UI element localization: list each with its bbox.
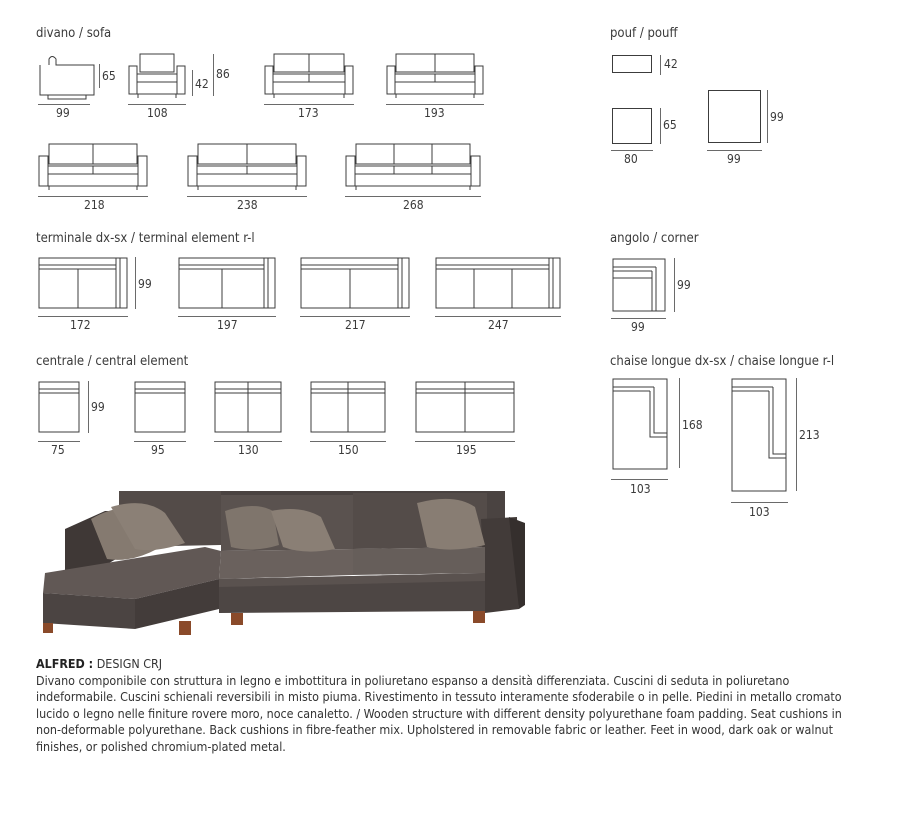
dim-central-130: 130 <box>238 443 259 457</box>
sofa-side-view-drawing <box>38 55 98 103</box>
terminal-197-drawing <box>178 257 276 309</box>
terminal-247-drawing <box>435 257 561 309</box>
dim-sofa-238: 238 <box>237 198 258 212</box>
product-name: ALFRED : <box>36 656 94 671</box>
product-description <box>36 656 866 755</box>
heading-pouf: pouf / pouff <box>610 26 678 41</box>
heading-terminal: terminale dx-sx / terminal element r-l <box>36 231 255 246</box>
central-75-drawing <box>38 381 80 433</box>
dim-terminal-197: 197 <box>217 318 238 332</box>
dim-sofa-108: 108 <box>147 106 168 120</box>
pouf-99-drawing <box>708 90 761 143</box>
dim-central-95: 95 <box>151 443 165 457</box>
dim-central-150: 150 <box>338 443 359 457</box>
central-150-drawing <box>310 381 386 433</box>
armchair-front-drawing <box>128 52 186 100</box>
dim-central-195: 195 <box>456 443 477 457</box>
product-designer: DESIGN CRJ <box>96 656 163 671</box>
dim-pouf-80: 80 <box>624 152 638 166</box>
dim-terminal-247: 247 <box>488 318 509 332</box>
dim-terminal-height: 99 <box>138 277 152 291</box>
product-description-text: Divano componibile con struttura in legno e imbottitura in poliuretano espanso a densità differenziata. Cuscini di seduta in poliuretano indeformabile. Cuscini schienali reversibili in misto piuma. Rivestimento in tessuto interamente sfoderabile o in pelle. Piedini in metallo cromato lucido o legno nelle finiture rovere moro, noce canaletto. / Wooden structure with different density polyurethane foam padding. Seat cushions in non-deformable polyurethane. Back cushions in fibre-feather mix. Upholstered in removable fabric or leather. Feet in wood, dark oak or walnut finishes, or polished chromium-plated metal. <box>36 672 842 754</box>
dim-pouf-height-42: 42 <box>664 57 678 71</box>
central-130-drawing <box>214 381 282 433</box>
dim-armchair-total-height: 86 <box>216 67 230 81</box>
sofa-173-drawing <box>264 52 354 100</box>
dim-sofa-268: 268 <box>403 198 424 212</box>
dim-corner-99: 99 <box>631 320 645 334</box>
product-photo <box>35 489 525 641</box>
pouf-side-drawing <box>612 55 652 73</box>
heading-corner: angolo / corner <box>610 231 699 246</box>
sofa-193-drawing <box>386 52 484 100</box>
dim-pouf-99: 99 <box>727 152 741 166</box>
sofa-238-drawing <box>187 142 307 192</box>
central-195-drawing <box>415 381 515 433</box>
central-95-drawing <box>134 381 186 433</box>
dim-chaise-103-a: 103 <box>630 482 651 496</box>
sofa-218-drawing <box>38 142 148 192</box>
pouf-80-drawing <box>612 108 652 144</box>
dim-sofa-218: 218 <box>84 198 105 212</box>
corner-drawing <box>612 258 666 312</box>
dim-sofa-193: 193 <box>424 106 445 120</box>
dim-sofa-side-height: 65 <box>102 69 116 83</box>
dim-terminal-172: 172 <box>70 318 91 332</box>
dim-sofa-99: 99 <box>56 106 70 120</box>
dim-pouf-height-65: 65 <box>663 118 677 132</box>
dim-chaise-103-b: 103 <box>749 505 770 519</box>
dim-central-75: 75 <box>51 443 65 457</box>
heading-sofa: divano / sofa <box>36 26 112 41</box>
chaise-213-drawing <box>731 378 787 492</box>
sofa-268-drawing <box>345 142 481 192</box>
heading-central: centrale / central element <box>36 354 189 369</box>
dim-armchair-seat-height: 42 <box>195 77 209 91</box>
terminal-217-drawing <box>300 257 410 309</box>
chaise-168-drawing <box>612 378 668 470</box>
dim-chaise-height-213: 213 <box>799 428 820 442</box>
dim-terminal-217: 217 <box>345 318 366 332</box>
dim-sofa-173: 173 <box>298 106 319 120</box>
dim-central-height: 99 <box>91 400 105 414</box>
heading-chaise: chaise longue dx-sx / chaise longue r-l <box>610 354 835 369</box>
dim-corner-height: 99 <box>677 278 691 292</box>
dim-chaise-height-168: 168 <box>682 418 703 432</box>
dim-pouf-height-99: 99 <box>770 110 784 124</box>
terminal-172-drawing <box>38 257 128 309</box>
